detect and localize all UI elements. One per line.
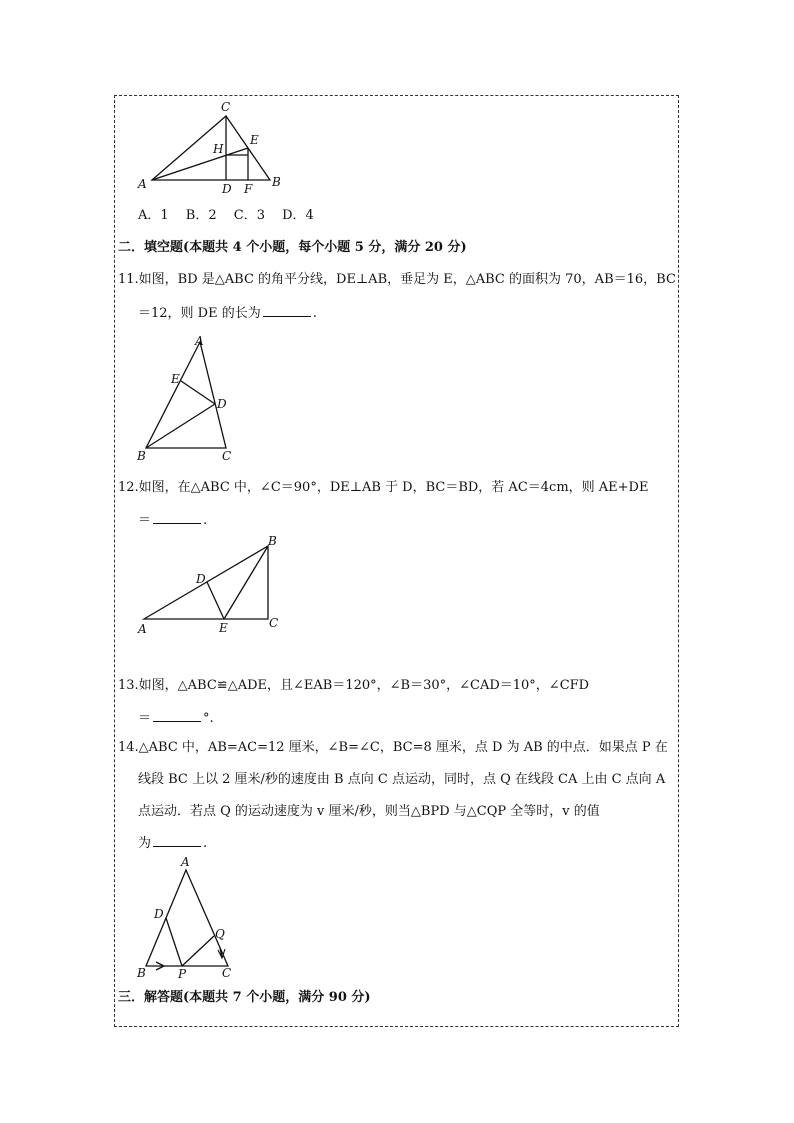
q10-label-h: H xyxy=(213,142,224,156)
q12-label-d: D xyxy=(196,572,206,586)
q11-line2 xyxy=(138,304,317,322)
q12-line1: 12.如图，在△ABC 中，∠C＝90°，DE⊥AB 于 D，BC＝BD，若 AC＝4cm，则 AE+DE xyxy=(118,480,649,495)
q10-triangle-figure xyxy=(130,98,290,198)
q11-label-b: B xyxy=(137,449,146,463)
q13-line2-pre: ＝ xyxy=(138,711,152,726)
q11-label-d: D xyxy=(217,397,227,411)
q11-line2-post: . xyxy=(312,306,317,321)
q10-label-c: C xyxy=(221,100,231,114)
q14-line4-pre: 为 xyxy=(138,836,152,851)
q11-label-c: C xyxy=(222,449,232,463)
q12-triangle-figure xyxy=(134,534,294,638)
q14-line2: 线段 BC 上以 2 厘米/秒的速度由 B 点向 C 点运动，同时，点 Q 在线段 CA 上由 C 点向 A xyxy=(138,772,666,787)
q13-answer-blank xyxy=(153,709,201,722)
q11-label-e: E xyxy=(171,372,180,386)
q12-label-c: C xyxy=(269,616,279,630)
q10-options: A．1 B．2 C．3 D．4 xyxy=(138,208,314,223)
q14-label-p: P xyxy=(178,967,187,981)
q12-label-e: E xyxy=(219,621,228,635)
q13-line1: 13.如图，△ABC≌△ADE，且∠EAB＝120°，∠B＝30°，∠CAD＝10°，∠CFD xyxy=(118,678,590,693)
q13-line2-post: °. xyxy=(203,711,214,726)
q14-line3: 点运动．若点 Q 的运动速度为 v 厘米/秒，则当△BPD 与△CQP 全等时，v 的值 xyxy=(138,804,600,819)
q10-label-d: D xyxy=(222,182,232,196)
q14-label-q: Q xyxy=(215,927,225,941)
q11-label-a: A xyxy=(195,334,204,348)
q11-line2-pre: ＝12，则 DE 的长为 xyxy=(138,306,261,321)
q14-label-d: D xyxy=(154,907,164,921)
q10-label-f: F xyxy=(244,182,253,196)
q14-label-c: C xyxy=(222,966,232,980)
q11-answer-blank xyxy=(263,304,311,317)
q14-line4-post: . xyxy=(203,836,208,851)
q14-label-b: B xyxy=(137,966,146,980)
q11-triangle-figure xyxy=(134,332,244,462)
q13-line2 xyxy=(138,709,214,727)
section3-title: 三．解答题(本题共 7 个小题，满分 90 分) xyxy=(118,990,371,1005)
q11-line1: 11.如图，BD 是△ABC 的角平分线，DE⊥AB，垂足为 E，△ABC 的面积为 70，AB＝16，BC xyxy=(118,272,676,287)
section2-title: 二．填空题(本题共 4 个小题，每个小题 5 分，满分 20 分) xyxy=(118,240,467,255)
q12-line2 xyxy=(138,511,207,529)
q14-answer-blank xyxy=(153,834,201,847)
q10-label-e: E xyxy=(250,133,259,147)
q10-label-a: A xyxy=(138,177,147,191)
q12-answer-blank xyxy=(153,511,201,524)
q14-line1: 14.△ABC 中，AB=AC=12 厘米，∠B=∠C，BC=8 厘米，点 D 为 AB 的中点．如果点 P 在 xyxy=(118,740,668,755)
q12-line2-post: . xyxy=(203,513,208,528)
q14-line4 xyxy=(138,834,207,852)
q14-label-a: A xyxy=(181,855,190,869)
q14-triangle-figure xyxy=(134,852,244,982)
q12-label-a: A xyxy=(138,622,147,636)
q10-label-b: B xyxy=(272,175,281,189)
q12-line2-pre: ＝ xyxy=(138,513,152,528)
q12-label-b: B xyxy=(268,534,277,548)
